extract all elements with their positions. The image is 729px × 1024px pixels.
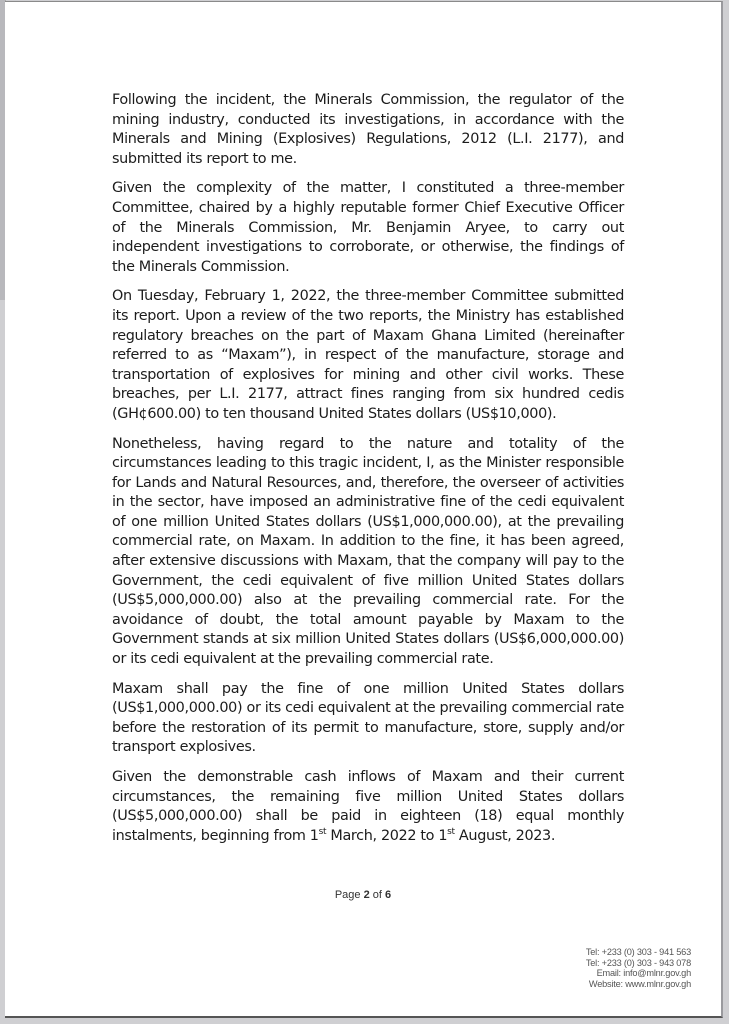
document-page bbox=[5, 1, 723, 1018]
page-current: 2 bbox=[363, 889, 370, 901]
paragraph-fine-payment-condition: Maxam shall pay the fine of one million United States dollars (US$1,000,000.00) or its cedi equivalent at the prevailing commercial rate before the restoration of its permit to manufacture, store, supply and/or transport explosives. bbox=[112, 680, 624, 756]
contact-email: Email: info@mlnr.gov.gh bbox=[596, 968, 691, 978]
instalments-text-1: Given the demonstrable cash inflows of Maxam and their current circumstances, the remaining five million United States dollars (US$5,000,000.00) shall be paid in eighteen (18) equal monthly instalments, beginning from 1 bbox=[112, 769, 624, 844]
ordinal-suffix: st bbox=[447, 826, 455, 837]
contact-block bbox=[586, 947, 691, 989]
paragraph-instalments bbox=[112, 768, 624, 846]
ordinal-suffix: st bbox=[318, 826, 327, 837]
page-label: Page bbox=[334, 889, 364, 901]
contact-website: Website: www.mlnr.gov.gh bbox=[588, 978, 691, 989]
instalments-text-2: March, 2022 to 1 bbox=[326, 827, 448, 844]
contact-tel-2: Tel: +233 (0) 303 - 943 078 bbox=[585, 957, 691, 968]
paragraph-committee-report: On Tuesday, February 1, 2022, the three-member Committee submitted its report. Upon a review of the two reports, the Ministry has established regulatory breaches on the part of Maxam Ghana Limited (hereinafter referred to as “Maxam”), in respect of the manufacture, storage and transportation of explosives for mining and other civil works. These breaches, per L.I. 2177, attract fines ranging from six hundred cedis (GH¢600.00) to ten thousand United States dollars (US$10,000). bbox=[112, 288, 624, 422]
paragraph-committee-constituted: Given the complexity of the matter, I constituted a three-member Committee, chaired by a highly reputable former Chief Executive Officer of the Minerals Commission, Mr. Benjamin Aryee, to carry out independent investigations to corroborate, or otherwise, the findings of the Minerals Commission. bbox=[112, 180, 624, 275]
page-of-label: of bbox=[369, 889, 386, 901]
paragraph-minerals-commission-investigation: Following the incident, the Minerals Commission, the regulator of the mining industry, conducted its investigations, in accordance with the Minerals and Mining (Explosives) Regulations, 2012 (L.I. 2177), and submitted its report to me. bbox=[112, 92, 624, 167]
paragraph-administrative-fine: Nonetheless, having regard to the nature and totality of the circumstances leading to this tragic incident, I, as the Minister responsible for Lands and Natural Resources, and, therefore, the overseer of activities in the sector, have imposed an administrative fine of the cedi equivalent of one million United States dollars (US$1,000,000.00), at the prevailing commercial rate, on Maxam. In addition to the fine, it has been agreed, after extensive discussions with Maxam, that the company will pay to the Government, the cedi equivalent of five million United States dollars (US$5,000,000.00) also at the prevailing commercial rate. For the avoidance of doubt, the total amount payable by Maxam to the Government stands at six million United States dollars (US$6,000,000.00) or its cedi equivalent at the prevailing commercial rate. bbox=[112, 435, 624, 668]
page-total: 6 bbox=[385, 889, 392, 901]
page-number bbox=[5, 889, 721, 901]
contact-tel-1: Tel: +233 (0) 303 - 941 563 bbox=[585, 947, 691, 957]
document-body bbox=[112, 91, 624, 856]
instalments-text-3: August, 2023. bbox=[454, 827, 556, 844]
